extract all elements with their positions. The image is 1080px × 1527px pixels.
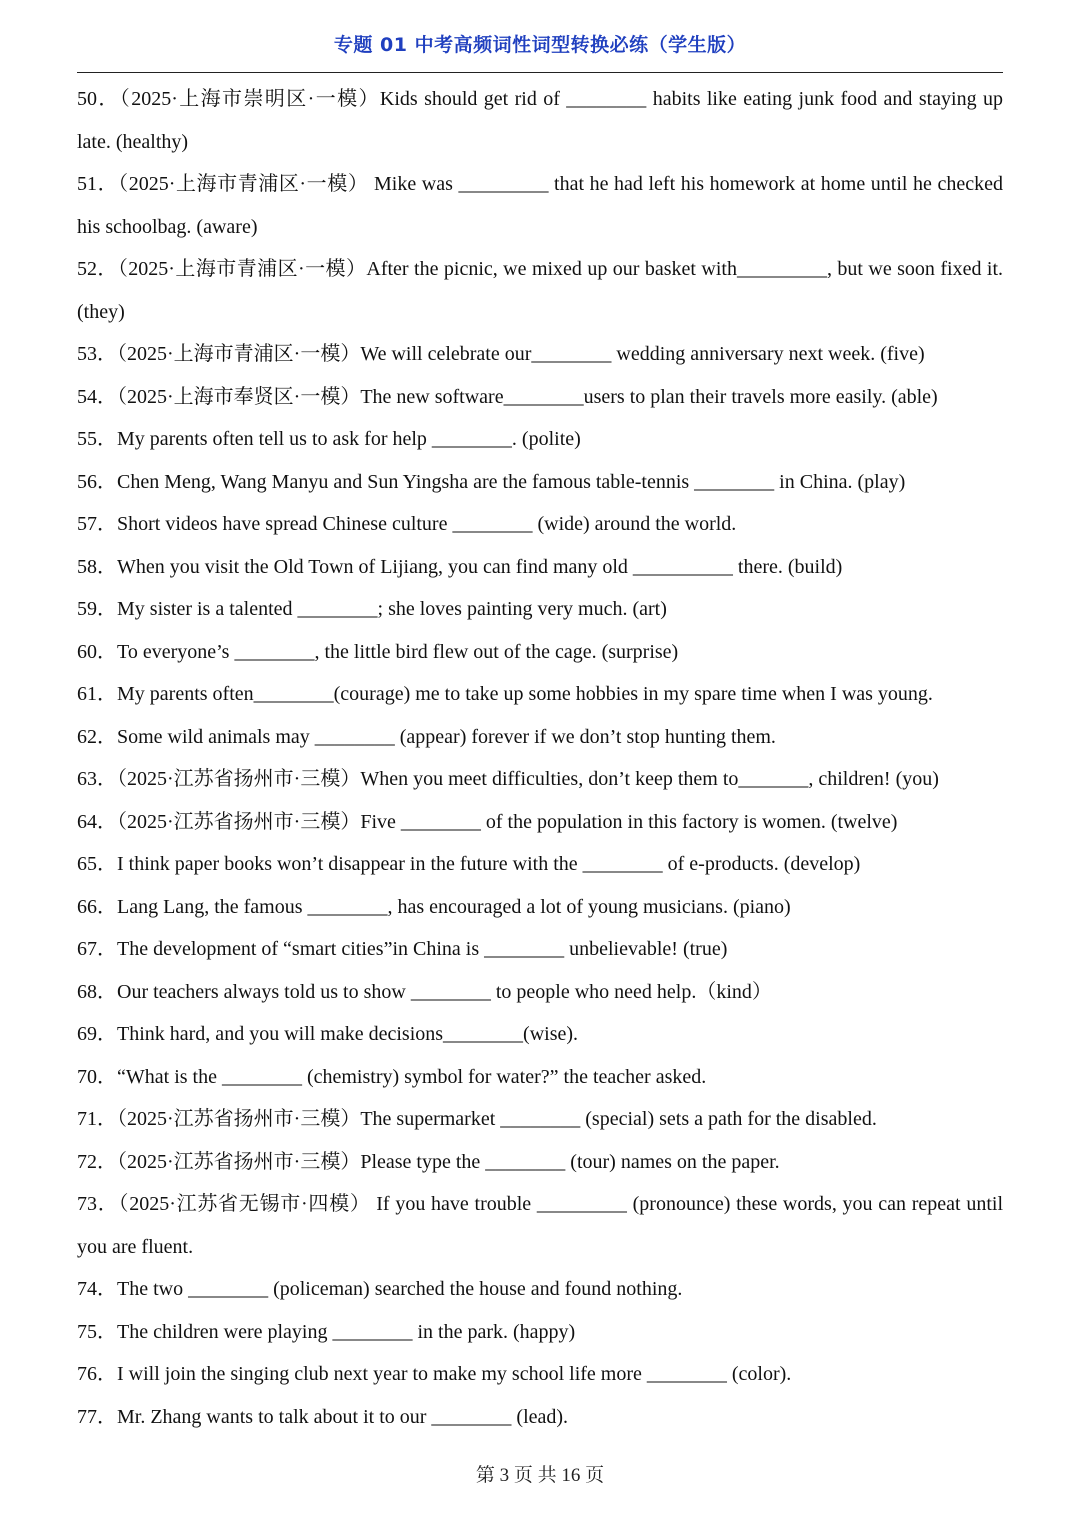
- question-text: （2025·上海市奉贤区·一模）The new software________users to plan their travels more easily. (able): [117, 385, 938, 408]
- question-number: 55．: [77, 428, 117, 450]
- question-text: （2025·江苏省扬州市·三模）Five ________ of the population in this factory is women. (twelve): [117, 810, 898, 833]
- question-number: 66．: [77, 895, 117, 918]
- question-number: 67．: [77, 938, 117, 960]
- question-item: [77, 886, 1003, 929]
- question-number: 50．: [77, 88, 120, 110]
- question-item: [77, 461, 1003, 504]
- question-item: [77, 631, 1003, 674]
- question-item: [77, 716, 1003, 759]
- question-list: [77, 78, 1003, 1438]
- question-number: 54．: [77, 385, 117, 408]
- question-number: 72．: [77, 1150, 117, 1173]
- question-text: （2025·上海市崇明区·一模）Kids should get rid of ________ habits like eating junk food and staying up late. (healthy): [77, 88, 1003, 153]
- question-item: [77, 546, 1003, 589]
- document-header-title: 专题 01 中考高频词性词型转换必练（学生版）: [333, 34, 747, 56]
- question-number: 74．: [77, 1278, 117, 1300]
- question-text: My sister is a talented ________; she loves painting very much. (art): [117, 598, 667, 620]
- header-divider: [77, 72, 1003, 73]
- question-text: The two ________ (policeman) searched the house and found nothing.: [117, 1278, 683, 1300]
- question-number: 77．: [77, 1405, 117, 1428]
- question-text: （2025·江苏省扬州市·三模）Please type the ________ (tour) names on the paper.: [117, 1150, 780, 1173]
- question-text: Lang Lang, the famous ________, has encouraged a lot of young musicians. (piano): [117, 895, 791, 918]
- question-text: Think hard, and you will make decisions________(wise).: [117, 1023, 579, 1045]
- question-number: 59．: [77, 598, 117, 620]
- question-item: [77, 1311, 1003, 1354]
- question-number: 60．: [77, 640, 117, 663]
- question-item: [77, 1268, 1003, 1311]
- question-number: 71．: [77, 1108, 117, 1130]
- question-item: [77, 248, 1003, 333]
- question-item: [77, 1183, 1003, 1268]
- question-item: [77, 1098, 1003, 1141]
- question-item: [77, 333, 1003, 376]
- question-number: 68．: [77, 980, 117, 1003]
- question-text: I think paper books won’t disappear in the future with the ________ of e-products. (develop): [117, 853, 861, 875]
- question-number: 76．: [77, 1363, 117, 1385]
- question-text: Mr. Zhang wants to talk about it to our ________ (lead).: [117, 1405, 569, 1428]
- question-item: [77, 163, 1003, 248]
- question-text: （2025·上海市青浦区·一模） Mike was _________ that he had left his homework at home until he checked his schoolbag. (aware): [77, 173, 1003, 238]
- question-text: My parents often________(courage) me to take up some hobbies in my spare time when I was young.: [117, 683, 933, 705]
- question-item: [77, 78, 1003, 163]
- question-text: （2025·上海市青浦区·一模）After the picnic, we mixed up our basket with_________, but we soon fixed it. (they): [77, 258, 1004, 323]
- question-item: [77, 971, 1003, 1014]
- question-item: [77, 503, 1003, 546]
- question-text: Short videos have spread Chinese culture ________ (wide) around the world.: [117, 513, 737, 535]
- question-text: To everyone’s ________, the little bird flew out of the cage. (surprise): [117, 640, 679, 663]
- question-number: 58．: [77, 555, 117, 578]
- question-text: （2025·上海市青浦区·一模）We will celebrate our________ wedding anniversary next week. (five): [117, 343, 925, 365]
- question-item: [77, 1353, 1003, 1396]
- question-number: 52．: [77, 258, 118, 280]
- question-text: The development of “smart cities”in China is ________ unbelievable! (true): [117, 938, 728, 960]
- question-item: [77, 928, 1003, 971]
- question-item: [77, 1396, 1003, 1439]
- question-number: 63．: [77, 768, 117, 790]
- question-text: （2025·江苏省无锡市·四模） If you have trouble _________ (pronounce) these words, you can repeat until you are fluent.: [77, 1193, 1004, 1258]
- question-text: The children were playing ________ in the park. (happy): [117, 1320, 576, 1343]
- question-text: （2025·江苏省扬州市·三模）When you meet difficulties, don’t keep them to_______, children! (you): [117, 768, 939, 790]
- question-text: Some wild animals may ________ (appear) forever if we don’t stop hunting them.: [117, 725, 776, 748]
- question-number: 62．: [77, 725, 117, 748]
- question-number: 61．: [77, 683, 117, 705]
- question-number: 75．: [77, 1320, 117, 1343]
- question-item: [77, 801, 1003, 844]
- question-text: Our teachers always told us to show ________ to people who need help.（kind）: [117, 980, 772, 1003]
- question-number: 70．: [77, 1065, 117, 1088]
- question-item: [77, 1141, 1003, 1184]
- question-item: [77, 1056, 1003, 1099]
- question-number: 73．: [77, 1193, 119, 1215]
- question-number: 64．: [77, 810, 117, 833]
- question-item: [77, 758, 1003, 801]
- question-item: [77, 1013, 1003, 1056]
- question-item: [77, 376, 1003, 419]
- question-number: 56．: [77, 470, 117, 493]
- question-item: [77, 843, 1003, 886]
- question-number: 65．: [77, 853, 117, 875]
- question-number: 57．: [77, 513, 117, 535]
- question-text: Chen Meng, Wang Manyu and Sun Yingsha are the famous table-tennis ________ in China. (play): [117, 470, 906, 493]
- question-item: [77, 673, 1003, 716]
- question-number: 69．: [77, 1023, 117, 1045]
- question-text: When you visit the Old Town of Lijiang, you can find many old __________ there. (build): [117, 555, 843, 578]
- question-number: 51．: [77, 173, 119, 195]
- question-text: I will join the singing club next year to make my school life more ________ (color).: [117, 1363, 792, 1385]
- question-text: My parents often tell us to ask for help ________. (polite): [117, 428, 581, 450]
- question-number: 53．: [77, 343, 117, 365]
- page-footer: 第 3 页 共 16 页: [475, 1465, 605, 1486]
- question-text: “What is the ________ (chemistry) symbol for water?” the teacher asked.: [117, 1065, 707, 1088]
- question-item: [77, 418, 1003, 461]
- question-text: （2025·江苏省扬州市·三模）The supermarket ________ (special) sets a path for the disabled.: [117, 1108, 877, 1130]
- question-item: [77, 588, 1003, 631]
